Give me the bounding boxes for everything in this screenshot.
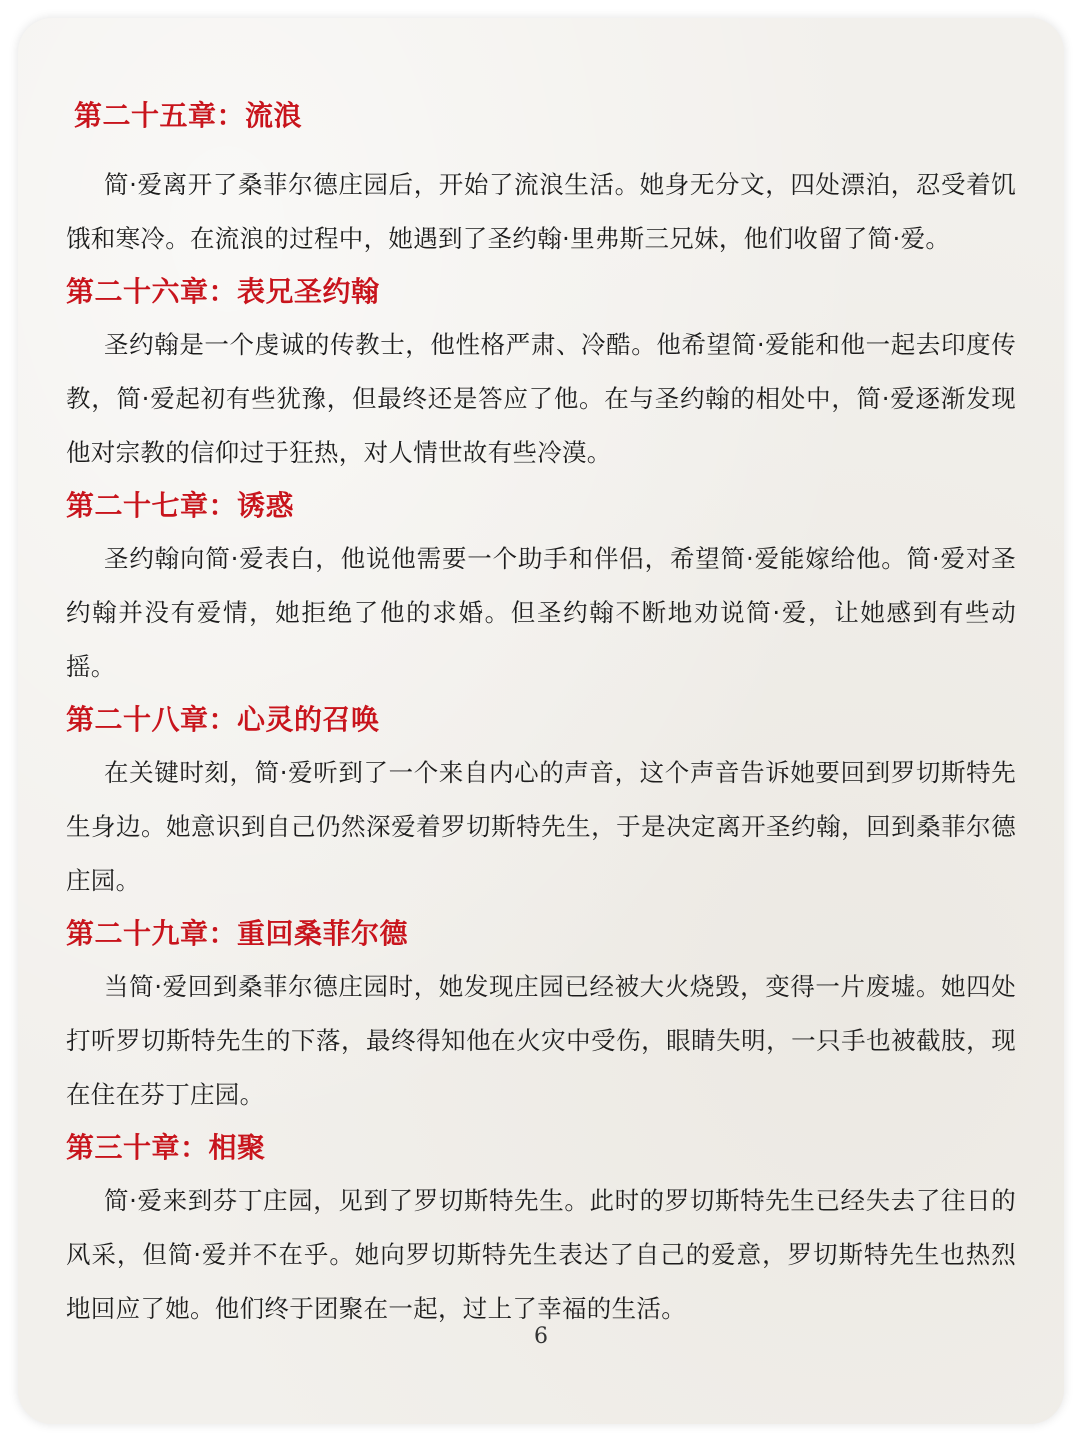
chapter-27-title: 第二十七章：诱惑 <box>66 489 295 522</box>
chapter-26-title: 第二十六章：表兄圣约翰 <box>66 275 380 308</box>
chapter-27-summary: 圣约翰向简·爱表白，他说他需要一个助手和伴侣，希望简·爱能嫁给他。简·爱对圣约翰并没有爱情，她拒绝了他的求婚。但圣约翰不断地劝说简·爱，让她感到有些动摇。 <box>66 544 1016 681</box>
chapter-25-title: 第二十五章：流浪 <box>74 99 303 132</box>
chapter-28-title: 第二十八章：心灵的召唤 <box>66 703 380 736</box>
page-number: 6 <box>534 1324 548 1349</box>
document-page <box>18 18 1064 1424</box>
chapter-30-title: 第三十章：相聚 <box>66 1131 266 1164</box>
chapter-25-summary: 简·爱离开了桑菲尔德庄园后，开始了流浪生活。她身无分文，四处漂泊，忍受着饥饿和寒冷。在流浪的过程中，她遇到了圣约翰·里弗斯三兄妹，他们收留了简·爱。 <box>66 170 1016 253</box>
chapter-summaries <box>66 96 1016 1342</box>
chapter-28-summary: 在关键时刻，简·爱听到了一个来自内心的声音，这个声音告诉她要回到罗切斯特先生身边。她意识到自己仍然深爱着罗切斯特先生，于是决定离开圣约翰，回到桑菲尔德庄园。 <box>66 758 1016 895</box>
chapter-29-summary: 当简·爱回到桑菲尔德庄园时，她发现庄园已经被大火烧毁，变得一片废墟。她四处打听罗切斯特先生的下落，最终得知他在火灾中受伤，眼睛失明，一只手也被截肢，现在住在芬丁庄园。 <box>66 972 1016 1109</box>
chapter-29-title: 第二十九章：重回桑菲尔德 <box>66 917 409 950</box>
chapter-30-summary: 简·爱来到芬丁庄园，见到了罗切斯特先生。此时的罗切斯特先生已经失去了往日的风采，但简·爱并不在乎。她向罗切斯特先生表达了自己的爱意，罗切斯特先生也热烈地回应了她。他们终于团聚在一起，过上了幸福的生活。 <box>66 1186 1016 1323</box>
chapter-26-summary: 圣约翰是一个虔诚的传教士，他性格严肃、冷酷。他希望简·爱能和他一起去印度传教，简·爱起初有些犹豫，但最终还是答应了他。在与圣约翰的相处中，简·爱逐渐发现他对宗教的信仰过于狂热，对人情世故有些冷漠。 <box>66 330 1016 467</box>
